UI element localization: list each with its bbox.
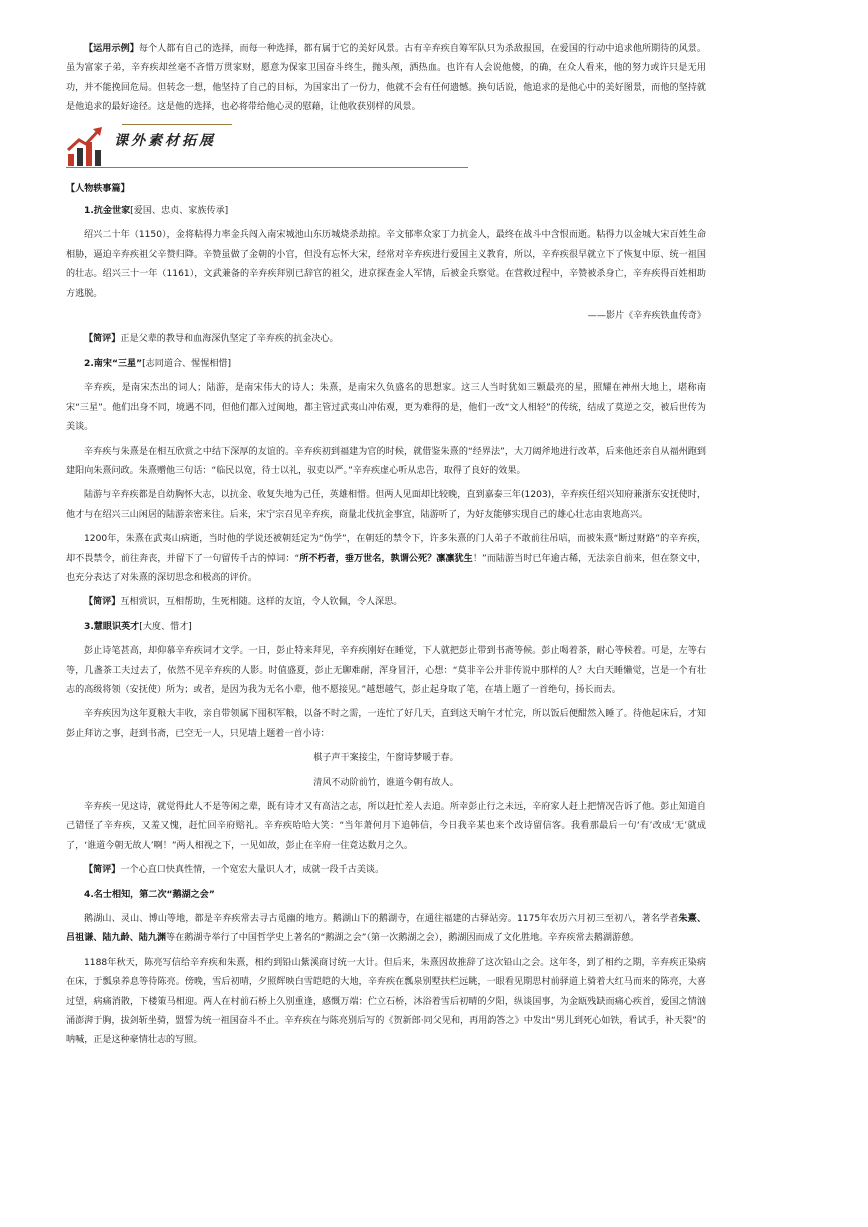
scholar-names: 朱熹、吕祖谦、陆九龄、陆九渊 <box>66 914 706 944</box>
section-title: 【人物轶事篇】 <box>66 183 130 194</box>
banner-top-rule <box>122 124 232 125</box>
story-1-comment <box>66 330 706 349</box>
story-1-tags: [爱国、忠贞、家族传承] <box>130 206 229 217</box>
story-2-comment <box>66 593 706 612</box>
story-3-paragraph-2: 辛弃疾因为这年夏粮大丰收，亲自带领属下囤积军粮，以备不时之需，一连忙了好几天，直到这天晌午才忙完，所以饭后便酣然入睡了。待他起床后，才知彭止拜访之事，赶到书斋，已空无一人，只见墙上题着一首小诗： <box>66 709 706 739</box>
story-3-comment <box>66 861 706 880</box>
comment-text: 正是父辈的教导和血海深仇坚定了辛弃疾的抗金决心。 <box>120 334 339 345</box>
paragraph-text: 1200年，朱熹在武夷山病逝，当时他的学说还被朝廷定为“伪学”，在朝廷的禁令下，许多朱熹的门人弟子不敢前往吊唁，而被朱熹“断过财路”的辛弃疾，却不畏禁令，前往奔丧，并留下了一句留传千古的悼词：“ <box>66 534 706 564</box>
comment-text: 互相赏识，互相帮助，生死相随。这样的友谊，令人钦佩，令人深思。 <box>120 597 403 608</box>
poem-line-1: 棋子声干案接尘，午窗诗梦暖于春。 <box>313 753 459 764</box>
comment-label: 【简评】 <box>84 334 121 345</box>
banner-bottom-rule <box>66 167 468 168</box>
comment-label: 【简评】 <box>84 865 121 876</box>
comment-text: 一个心直口快真性情，一个宽宏大量识人才，成就一段千古美谈。 <box>120 865 385 876</box>
story-4-title: 4.名士相知，第二次“鹅湖之会” <box>84 889 215 900</box>
story-4-paragraph-1 <box>66 910 706 949</box>
story-3-paragraph-1: 彭止诗笔甚高，却仰慕辛弃疾词才文学。一日，彭止特来拜见，辛弃疾刚好在睡觉，下人就把彭止带到书斋等候。彭止喝着茶，耐心等候着。可是，左等右等，几盏茶工夫过去了，依然不见辛弃疾的人影。时值盛夏，彭止无聊难耐，浑身冒汗，心想：“莫非辛公并非传说中那样的人？大白天睡懒觉，岂是一个有壮志的高级将领（安抚使）所为；或者，是因为我为无名小辈，他不愿接见。”越想越气，彭止起身取了笔，在墙上题了一首绝句，扬长而去。 <box>66 646 706 695</box>
bar-chart-arrow-icon <box>66 124 106 168</box>
paragraph-text: ！”而陆游当时已年逾古稀，无法亲自前来，但在祭文中，也充分表达了对朱熹的深切思念和极高的评价。 <box>66 553 706 583</box>
page-content <box>66 40 706 1051</box>
story-1-heading <box>66 202 706 221</box>
paragraph-text: 等在鹅湖寺举行了中国哲学史上著名的“鹅湖之会”（第一次鹅湖之会），鹅湖因而成了文化胜地。辛弃疾常去鹅湖游憩。 <box>166 933 640 944</box>
story-2-paragraph-3: 陆游与辛弃疾都是自幼胸怀大志，以抗金、收复失地为己任，英雄相惜。但两人见面却比较晚，直到嘉泰三年(1203)，辛弃疾任绍兴知府兼浙东安抚使时，他才与在绍兴三山闲居的陆游亲密来往。后来，宋宁宗召见辛弃疾，商量北伐抗金事宜，陆游听了，为好友能够实现自己的雄心壮志由衷地高兴。 <box>66 490 706 520</box>
paragraph-text: 鹅湖山、灵山、博山等地，都是辛弃疾常去寻古觅幽的地方。鹅湖山下的鹅湖寺，在通往福建的古驿站旁。1175年农历六月初三至初八，著名学者 <box>84 914 679 925</box>
story-3-paragraph-3: 辛弃疾一见这诗，就觉得此人不是等闲之辈，既有诗才又有高洁之志，所以赶忙差人去追。所幸彭止行之未远，辛府家人赶上把情况告诉了他。彭止知道自己错怪了辛弃疾，又羞又愧，赶忙回辛府赔礼。辛弃疾哈哈大笑：“当年萧何月下追韩信，今日我辛某也来个改诗留信客。我看那最后一句‘有’改成‘无’就成了，‘谁道今朝无故人’啊！”两人相视之下，一见如故，彭止在辛府一住竟达数月之久。 <box>66 802 706 851</box>
usage-example-label: 【运用示例】 <box>84 44 139 54</box>
poem-line-2: 清风不动阶前竹，谁道今朝有故人。 <box>313 777 459 788</box>
story-2-paragraph-4 <box>66 530 706 588</box>
story-2-title: 2.南宋“三星” <box>84 358 143 369</box>
eulogy-quote: 所不朽者，垂万世名，孰谓公死？凛凛犹生 <box>299 553 473 564</box>
story-2-tags: [志同道合、惺惺相惜] <box>142 358 232 369</box>
story-3-heading <box>66 618 706 637</box>
story-4-paragraph-2: 1188年秋天，陈亮写信给辛弃疾和朱熹，相约到铅山紫溪商讨统一大计。但后来，朱熹因故推辞了这次铅山之会。这年冬，到了相约之期，辛弃疾正染病在床，于瓢泉养息等待陈亮。傍晚，雪后初晴，夕照辉映白雪皑皑的大地，辛弃疾在瓢泉别墅扶栏远眺，一眼看见期思村前驿道上骑着大红马而来的陈亮，大喜过望，病痛消散，下楼策马相迎。两人在村前石桥上久别重逢，感慨万端：伫立石桥，沐浴着雪后初晴的夕阳，纵谈国事，为金瓯残缺而痛心疾首，爱国之情汹涌澎湃于胸，拔剑斩坐骑，盟誓为统一祖国奋斗不止。辛弃疾在与陈亮别后写的《贺新郎·同父见和，再用韵答之》中发出“男儿到死心如铁，看试手，补天裂”的呐喊，正是这种豪情壮志的写照。 <box>66 957 706 1046</box>
section-banner <box>66 120 706 170</box>
story-3-tags: [大度、惜才] <box>139 621 192 632</box>
banner-title: 课外素材拓展 <box>114 132 216 149</box>
story-1-source: ——影片《辛弃疾铁血传奇》 <box>587 311 706 322</box>
usage-example-text: 每个人都有自己的选择，而每一种选择，都有属于它的美好风景。古有辛弃疾自筹军队只为杀敌报国，在爱国的行动中追求他所期待的风景。虽为富家子弟，辛弃疾却丝毫不吝惜万贯家财，愿意为保家卫国奋斗终生，抛头颅，洒热血。也许有人会说他傻，的确，在众人看来，他的努力或许只是无用功，并不能挽回危局。但转念一想，他坚持了自己的目标，为国家出了一份力，他就不会有任何遗憾。换句话说，他追求的是他心中的美好图景，而他的坚持就是他追求的最好途径。这是他的选择，也必将带给他心灵的慰藉，让他收获别样的风景。 <box>66 44 706 113</box>
story-2-paragraph-2: 辛弃疾与朱熹是在相互欣赏之中结下深厚的友谊的。辛弃疾初到福建为官的时候，就借鉴朱熹的“经界法”，大刀阔斧地进行改革，后来他还亲自从福州跑到建阳向朱熹问政。朱熹赠他三句话：“临民以宽，待士以礼，驭吏以严。”辛弃疾虚心听从忠告，取得了良好的效果。 <box>66 446 706 476</box>
story-1-paragraph: 绍兴二十年（1150），金将粘得力率金兵闯入南宋城池山东历城烧杀劫掠。辛文郁率众家丁力抗金人，最终在战斗中含恨而逝。粘得力以金城大宋百姓生命相胁，逼迫辛弃疾祖父辛赞归降。辛赞虽做了金朝的小官，但没有忘怀大宋，经常对辛弃疾进行爱国主义教育，所以，辛弃疾很早就立下了恢复中原、统一祖国的壮志。绍兴三十一年（1161），文武兼备的辛弃疾拜别已辞官的祖父，进京探查金人军情，后被金兵察觉。在营救过程中，辛赞被杀身亡，辛弃疾得百姓相助方逃脱。 <box>66 230 706 299</box>
story-1-title: 1.抗金世家 <box>84 206 131 217</box>
usage-example-paragraph <box>66 40 706 118</box>
story-3-title: 3.慧眼识英才 <box>84 621 140 632</box>
comment-label: 【简评】 <box>84 597 121 608</box>
story-2-paragraph-1: 辛弃疾，是南宋杰出的词人；陆游，是南宋伟大的诗人；朱熹，是南宋久负盛名的思想家。这三人当时犹如三颗最亮的星，照耀在神州大地上，堪称南宋“三星”。他们出身不同，境遇不同，但他们都入过闽地，都主管过武夷山冲佑观，更为难得的是，他们一改“文人相轻”的传统，结成了莫逆之交，被后世传为美谈。 <box>66 383 706 433</box>
story-2-heading <box>66 355 706 374</box>
